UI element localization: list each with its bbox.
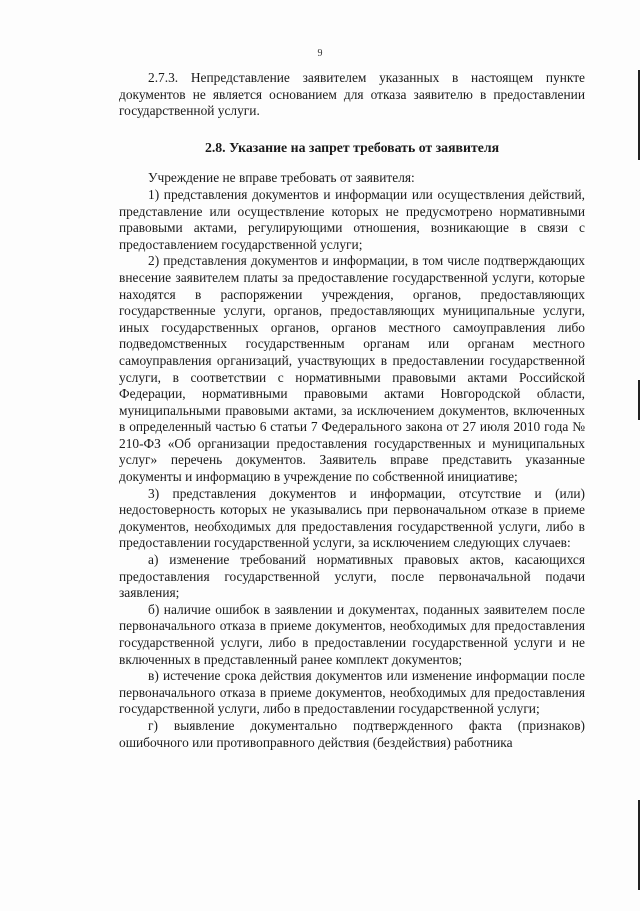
sub-item-b: б) наличие ошибок в заявлении и документах, поданных заявителем после первоначального отказа в приеме документов, необходимых для предоставления государственной услуги, либо в предоставлении государственной услуги и не включенных в представленный ранее комплект документов; xyxy=(119,601,585,667)
list-item-1: 1) представления документов и информации или осуществления действий, представление или осуществление которых не предусмотрено нормативными правовыми актами, регулирующими отношения, возникающие в связи с предоставлением государственной услуги; xyxy=(119,186,585,252)
sub-item-v: в) истечение срока действия документов или изменение информации после первоначального отказа в приеме документов, необходимых для предоставления государственной услуги, либо в предоставлении государственной услуги; xyxy=(119,668,585,717)
sub-item-g: г) выявление документально подтвержденного факта (признаков) ошибочного или противоправного действия (бездействия) работника xyxy=(119,717,585,750)
list-item-3: 3) представления документов и информации, отсутствие и (или) недостоверность которых не указывались при первоначальном отказе в приеме документов, необходимых для предоставления государственной услуги, либо в предоставлении государственной услуги, за исключением следующих случаев: xyxy=(119,485,585,551)
paragraph-2-7-3: 2.7.3. Непредставление заявителем указанных в настоящем пункте документов не является основанием для отказа заявителю в предоставлении государственной услуги. xyxy=(119,70,585,119)
sub-item-a: а) изменение требований нормативных правовых актов, касающихся предоставления государственной услуги, после первоначальной подачи заявления; xyxy=(119,552,585,601)
section-heading-2-8: 2.8. Указание на запрет требовать от заявителя xyxy=(204,139,500,155)
paragraph-intro: Учреждение не вправе требовать от заявителя: xyxy=(148,170,415,186)
list-item-2: 2) представления документов и информации, в том числе подтверждающих внесение заявителем платы за предоставление государственной услуги, которые находятся в распоряжении учреждения, органов, предоставляющих государственные услуги, органов, предоставляющих муниципальные услуги, иных государственных органов, органов местного самоуправления либо подведомственных государственным органам или органам местного самоуправления организаций, участвующих в предоставлении государственной услуги, в соответствии с нормативными правовыми актами Российской Федерации, нормативными правовыми актами Новгородской области, муниципальными правовыми актами, за исключением документов, включенных в определенный частью 6 статьи 7 Федерального закона от 27 июля 2010 года № 210-ФЗ «Об организации предоставления государственных и муниципальных услуг» перечень документов. Заявитель вправе представить указанные документы и информацию в учреждение по собственной инициативе; xyxy=(119,253,585,485)
document-body xyxy=(119,70,585,751)
page-number: 9 xyxy=(317,48,323,59)
